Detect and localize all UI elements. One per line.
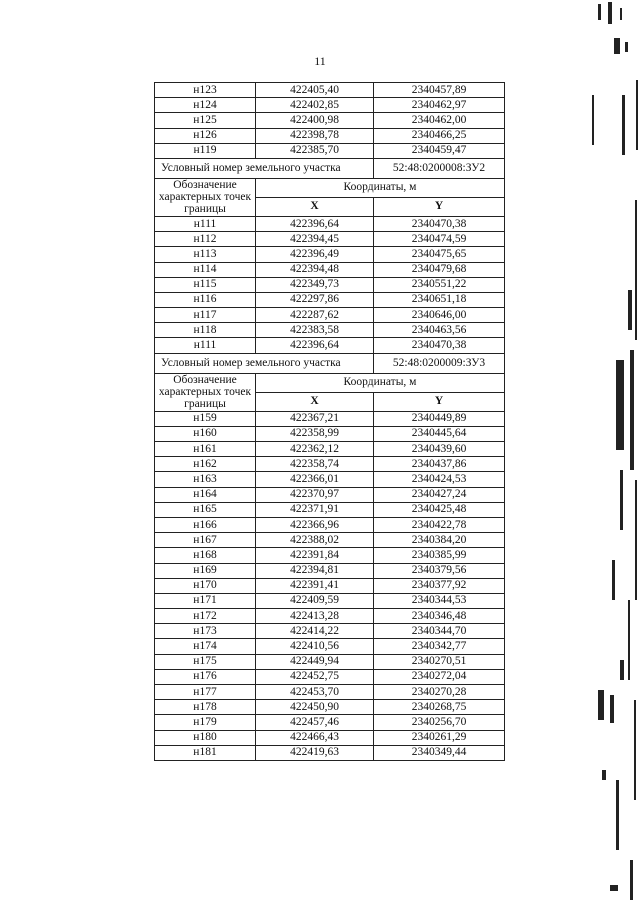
table-row	[155, 426, 505, 441]
table-row	[155, 609, 505, 624]
point-id-cell: н115	[155, 277, 256, 292]
parcel-label: Условный номер земельного участка	[155, 158, 374, 178]
y-coordinate-cell: 2340422,78	[374, 517, 505, 532]
table-row	[155, 548, 505, 563]
table-row	[155, 624, 505, 639]
y-coordinate-cell: 2340479,68	[374, 262, 505, 277]
y-coordinate-cell: 2340470,38	[374, 338, 505, 353]
point-id-cell: н165	[155, 502, 256, 517]
table-row	[155, 232, 505, 247]
x-coordinate-cell: 422287,62	[256, 308, 374, 323]
y-coordinate-cell: 2340457,89	[374, 83, 505, 98]
coordinates-header: Координаты, м	[256, 373, 505, 392]
column-header-row	[155, 373, 505, 392]
boundary-coordinates-table	[154, 82, 505, 761]
y-coordinate-cell: 2340377,92	[374, 578, 505, 593]
point-id-cell: н175	[155, 654, 256, 669]
y-coordinate-cell: 2340342,77	[374, 639, 505, 654]
y-coordinate-cell: 2340462,00	[374, 113, 505, 128]
y-coordinate-cell: 2340463,56	[374, 323, 505, 338]
x-coordinate-cell: 422358,99	[256, 426, 374, 441]
table-row	[155, 338, 505, 353]
x-coordinate-cell: 422383,58	[256, 323, 374, 338]
point-id-cell: н163	[155, 472, 256, 487]
column-header-row	[155, 178, 505, 197]
x-coordinate-cell: 422358,74	[256, 457, 374, 472]
x-coordinate-cell: 422388,02	[256, 533, 374, 548]
point-id-cell: н179	[155, 715, 256, 730]
table-row	[155, 262, 505, 277]
y-coordinate-cell: 2340470,38	[374, 216, 505, 231]
point-id-cell: н174	[155, 639, 256, 654]
point-id-cell: н180	[155, 730, 256, 745]
x-coordinate-cell: 422453,70	[256, 685, 374, 700]
x-coordinate-cell: 422366,01	[256, 472, 374, 487]
x-coordinate-cell: 422297,86	[256, 292, 374, 307]
y-coordinate-cell: 2340379,56	[374, 563, 505, 578]
x-coordinate-cell: 422457,46	[256, 715, 374, 730]
point-id-cell: н123	[155, 83, 256, 98]
x-coordinate-cell: 422394,45	[256, 232, 374, 247]
x-coordinate-cell: 422413,28	[256, 609, 374, 624]
point-id-cell: н124	[155, 98, 256, 113]
point-id-cell: н168	[155, 548, 256, 563]
table-row	[155, 639, 505, 654]
x-coordinate-cell: 422452,75	[256, 669, 374, 684]
x-coordinate-cell: 422391,41	[256, 578, 374, 593]
table-row	[155, 143, 505, 158]
x-coordinate-cell: 422396,49	[256, 247, 374, 262]
page-number: 11	[314, 54, 326, 68]
x-coordinate-cell: 422402,85	[256, 98, 374, 113]
point-id-cell: н112	[155, 232, 256, 247]
x-coordinate-cell: 422396,64	[256, 338, 374, 353]
x-coordinate-cell: 422371,91	[256, 502, 374, 517]
y-coordinate-cell: 2340384,20	[374, 533, 505, 548]
table-row	[155, 578, 505, 593]
point-id-cell: н173	[155, 624, 256, 639]
coordinates-header: Координаты, м	[256, 178, 505, 197]
point-id-cell: н159	[155, 411, 256, 426]
y-coordinate-cell: 2340449,89	[374, 411, 505, 426]
y-coordinate-cell: 2340425,48	[374, 502, 505, 517]
x-coordinate-cell: 422466,43	[256, 730, 374, 745]
x-coordinate-cell: 422450,90	[256, 700, 374, 715]
x-coordinate-cell: 422419,63	[256, 745, 374, 760]
y-coordinate-cell: 2340268,75	[374, 700, 505, 715]
point-id-cell: н162	[155, 457, 256, 472]
table-row	[155, 533, 505, 548]
x-coordinate-cell: 422362,12	[256, 442, 374, 457]
x-axis-header: X	[256, 197, 374, 216]
table-row	[155, 411, 505, 426]
x-coordinate-cell: 422391,84	[256, 548, 374, 563]
point-designation-header: Обозначение характерных точек границы	[155, 178, 256, 216]
x-coordinate-cell: 422394,48	[256, 262, 374, 277]
scan-edge-noise	[580, 0, 640, 905]
x-coordinate-cell: 422400,98	[256, 113, 374, 128]
table-row	[155, 593, 505, 608]
point-id-cell: н181	[155, 745, 256, 760]
table-row	[155, 502, 505, 517]
y-coordinate-cell: 2340346,48	[374, 609, 505, 624]
x-coordinate-cell: 422394,81	[256, 563, 374, 578]
parcel-number-row	[155, 353, 505, 373]
y-coordinate-cell: 2340344,70	[374, 624, 505, 639]
x-coordinate-cell: 422398,78	[256, 128, 374, 143]
y-coordinate-cell: 2340344,53	[374, 593, 505, 608]
y-axis-header: Y	[374, 392, 505, 411]
x-coordinate-cell: 422449,94	[256, 654, 374, 669]
table-row	[155, 563, 505, 578]
point-id-cell: н160	[155, 426, 256, 441]
table-row	[155, 323, 505, 338]
table-row	[155, 442, 505, 457]
y-coordinate-cell: 2340466,25	[374, 128, 505, 143]
parcel-number-row	[155, 158, 505, 178]
table-row	[155, 700, 505, 715]
x-axis-header: X	[256, 392, 374, 411]
y-coordinate-cell: 2340270,51	[374, 654, 505, 669]
y-coordinate-cell: 2340272,04	[374, 669, 505, 684]
point-id-cell: н177	[155, 685, 256, 700]
y-coordinate-cell: 2340445,64	[374, 426, 505, 441]
table-row	[155, 216, 505, 231]
point-id-cell: н166	[155, 517, 256, 532]
x-coordinate-cell: 422370,97	[256, 487, 374, 502]
point-id-cell: н113	[155, 247, 256, 262]
point-id-cell: н170	[155, 578, 256, 593]
table-row	[155, 292, 505, 307]
table-row	[155, 277, 505, 292]
x-coordinate-cell: 422414,22	[256, 624, 374, 639]
point-id-cell: н117	[155, 308, 256, 323]
point-id-cell: н116	[155, 292, 256, 307]
y-coordinate-cell: 2340551,22	[374, 277, 505, 292]
point-designation-header: Обозначение характерных точек границы	[155, 373, 256, 411]
y-coordinate-cell: 2340439,60	[374, 442, 505, 457]
y-coordinate-cell: 2340270,28	[374, 685, 505, 700]
table-row	[155, 113, 505, 128]
point-id-cell: н119	[155, 143, 256, 158]
table-row	[155, 487, 505, 502]
y-coordinate-cell: 2340349,44	[374, 745, 505, 760]
parcel-number: 52:48:0200008:ЗУ2	[374, 158, 505, 178]
table-row	[155, 654, 505, 669]
table-row	[155, 472, 505, 487]
parcel-number: 52:48:0200009:ЗУ3	[374, 353, 505, 373]
x-coordinate-cell: 422367,21	[256, 411, 374, 426]
y-coordinate-cell: 2340437,86	[374, 457, 505, 472]
y-coordinate-cell: 2340475,65	[374, 247, 505, 262]
point-id-cell: н178	[155, 700, 256, 715]
table-row	[155, 669, 505, 684]
point-id-cell: н126	[155, 128, 256, 143]
point-id-cell: н169	[155, 563, 256, 578]
table-row	[155, 247, 505, 262]
y-coordinate-cell: 2340646,00	[374, 308, 505, 323]
point-id-cell: н111	[155, 338, 256, 353]
point-id-cell: н171	[155, 593, 256, 608]
point-id-cell: н118	[155, 323, 256, 338]
y-coordinate-cell: 2340261,29	[374, 730, 505, 745]
y-coordinate-cell: 2340462,97	[374, 98, 505, 113]
y-coordinate-cell: 2340385,99	[374, 548, 505, 563]
x-coordinate-cell: 422396,64	[256, 216, 374, 231]
table-row	[155, 457, 505, 472]
table-row	[155, 128, 505, 143]
point-id-cell: н161	[155, 442, 256, 457]
x-coordinate-cell: 422405,40	[256, 83, 374, 98]
point-id-cell: н125	[155, 113, 256, 128]
y-coordinate-cell: 2340427,24	[374, 487, 505, 502]
table-row	[155, 83, 505, 98]
x-coordinate-cell: 422409,59	[256, 593, 374, 608]
parcel-label: Условный номер земельного участка	[155, 353, 374, 373]
table-row	[155, 715, 505, 730]
y-axis-header: Y	[374, 197, 505, 216]
point-id-cell: н164	[155, 487, 256, 502]
x-coordinate-cell: 422410,56	[256, 639, 374, 654]
table-row	[155, 308, 505, 323]
point-id-cell: н172	[155, 609, 256, 624]
x-coordinate-cell: 422385,70	[256, 143, 374, 158]
point-id-cell: н111	[155, 216, 256, 231]
table-row	[155, 730, 505, 745]
y-coordinate-cell: 2340651,18	[374, 292, 505, 307]
y-coordinate-cell: 2340424,53	[374, 472, 505, 487]
table-row	[155, 745, 505, 760]
y-coordinate-cell: 2340256,70	[374, 715, 505, 730]
table-row	[155, 517, 505, 532]
table-row	[155, 685, 505, 700]
point-id-cell: н114	[155, 262, 256, 277]
y-coordinate-cell: 2340459,47	[374, 143, 505, 158]
point-id-cell: н176	[155, 669, 256, 684]
point-id-cell: н167	[155, 533, 256, 548]
x-coordinate-cell: 422366,96	[256, 517, 374, 532]
table-row	[155, 98, 505, 113]
x-coordinate-cell: 422349,73	[256, 277, 374, 292]
y-coordinate-cell: 2340474,59	[374, 232, 505, 247]
